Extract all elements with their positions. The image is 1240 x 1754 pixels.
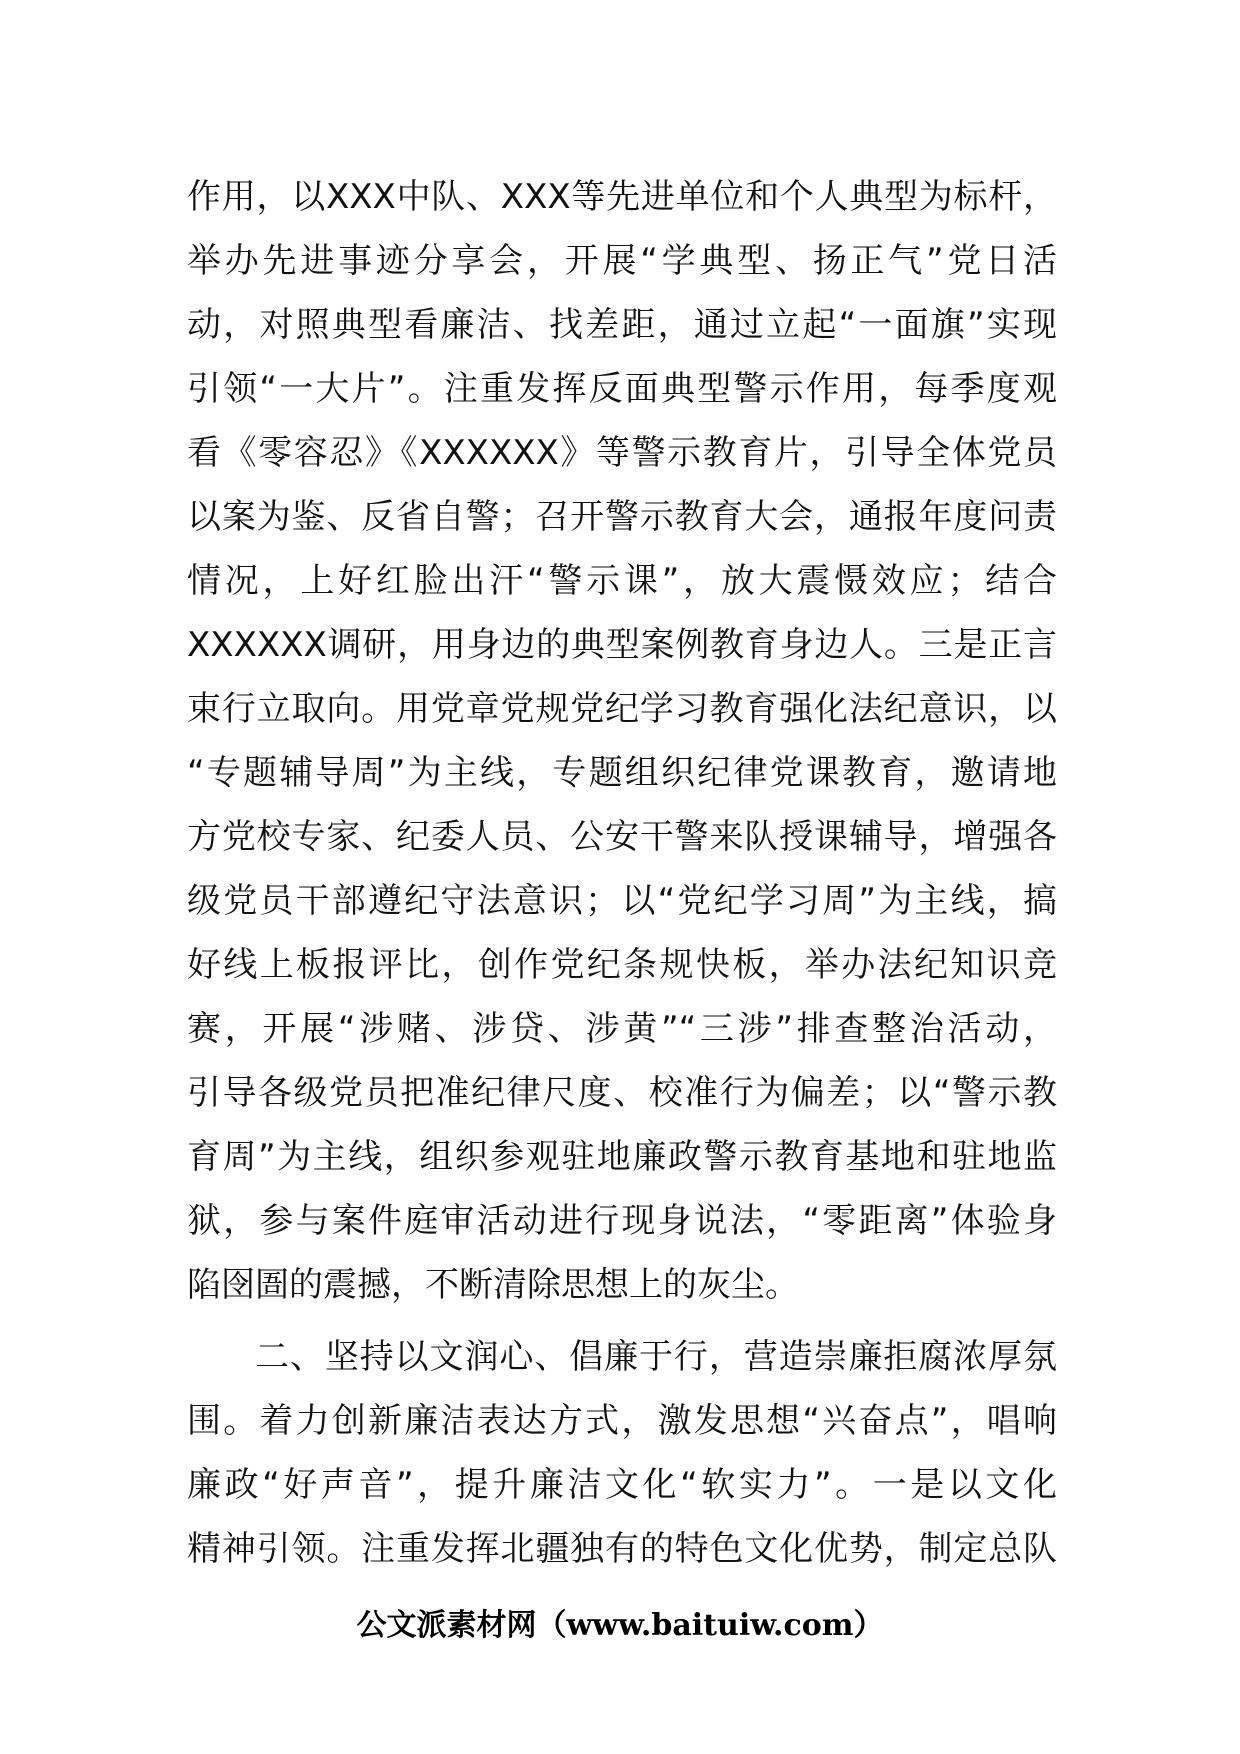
text-line: 狱，参与案件庭审活动进行现身说法，“零距离”体验身 bbox=[187, 1201, 1057, 1241]
text-line: 情况，上好红脸出汗“警示课”，放大震慑效应；结合 bbox=[187, 561, 1057, 601]
text-line: 围。着力创新廉洁表达方式，激发思想“兴奋点”，唱响 bbox=[187, 1401, 1057, 1441]
text-line: 级党员干部遵纪守法意识；以“党纪学习周”为主线，搞 bbox=[187, 881, 1057, 921]
text-line: 精神引领。注重发挥北疆独有的特色文化优势，制定总队 bbox=[187, 1529, 1057, 1569]
paragraph-1 bbox=[187, 165, 1057, 1317]
paragraph-2 bbox=[187, 1325, 1057, 1581]
footer-watermark: 公文派素材网（www.baituiw.com） bbox=[356, 1608, 884, 1643]
text-line: 动，对照典型看廉洁、找差距，通过立起“一面旗”实现 bbox=[187, 305, 1057, 345]
text-line: 以案为鉴、反省自警；召开警示教育大会，通报年度问责 bbox=[187, 497, 1057, 537]
text-line: 育周”为主线，组织参观驻地廉政警示教育基地和驻地监 bbox=[187, 1137, 1057, 1177]
text-line: 作用，以XXX中队、XXX等先进单位和个人典型为标杆， bbox=[187, 177, 1057, 217]
text-line: 赛，开展“涉赌、涉贷、涉黄”“三涉”排查整治活动， bbox=[187, 1009, 1057, 1049]
text-line: XXXXXX调研，用身边的典型案例教育身边人。三是正言 bbox=[187, 625, 1057, 665]
text-line: 看《零容忍》《XXXXXX》等警示教育片，引导全体党员 bbox=[187, 433, 1057, 473]
text-line: 好线上板报评比，创作党纪条规快板，举办法纪知识竞 bbox=[187, 945, 1057, 985]
text-line: 廉政“好声音”，提升廉洁文化“软实力”。一是以文化 bbox=[187, 1465, 1057, 1505]
text-line: 束行立取向。用党章党规党纪学习教育强化法纪意识，以 bbox=[187, 689, 1057, 729]
document-body bbox=[187, 165, 1057, 1581]
section-heading-line: 二、坚持以文润心、倡廉于行，营造崇廉拒腐浓厚氛 bbox=[255, 1337, 1057, 1377]
text-line: 引领“一大片”。注重发挥反面典型警示作用，每季度观 bbox=[187, 369, 1057, 409]
text-line: 陷囹圄的震撼，不断清除思想上的灰尘。 bbox=[187, 1265, 799, 1305]
text-line: 引导各级党员把准纪律尺度、校准行为偏差；以“警示教 bbox=[187, 1073, 1057, 1113]
text-line: 方党校专家、纪委人员、公安干警来队授课辅导，增强各 bbox=[187, 817, 1057, 857]
text-line: 举办先进事迹分享会，开展“学典型、扬正气”党日活 bbox=[187, 241, 1057, 281]
text-line: “专题辅导周”为主线，专题组织纪律党课教育，邀请地 bbox=[187, 753, 1057, 793]
